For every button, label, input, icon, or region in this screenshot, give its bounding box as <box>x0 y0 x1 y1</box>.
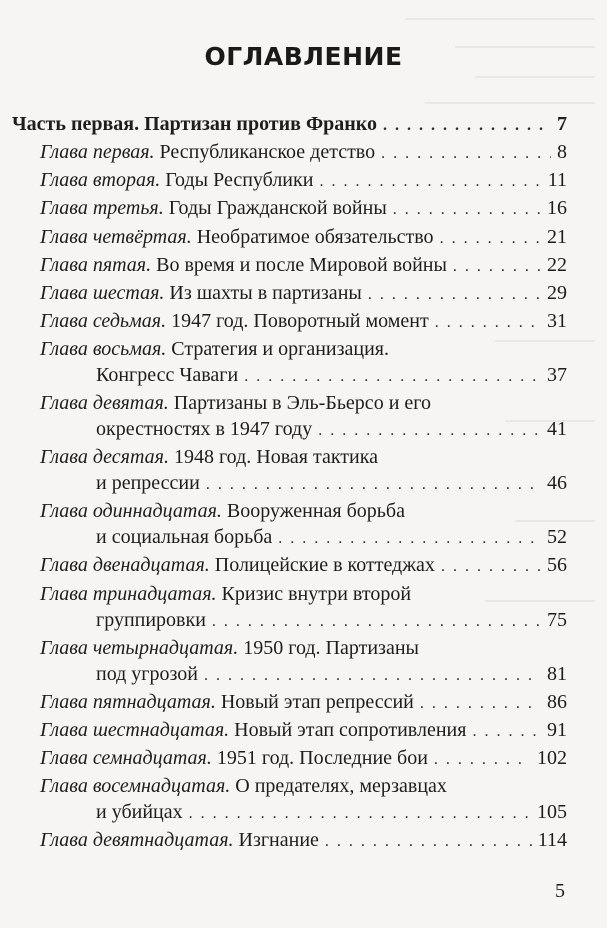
chapter-title: 1948 год. Новая тактика <box>168 446 379 469</box>
toc-chapter-line[interactable] <box>40 337 389 361</box>
toc-chapter-row[interactable] <box>96 363 567 389</box>
chapter-number: Глава пятнадцатая. <box>40 690 216 713</box>
dot-leader <box>383 114 551 138</box>
chapter-page-number: 21 <box>547 225 567 248</box>
toc-chapter-row[interactable] <box>96 662 567 688</box>
chapter-heading <box>40 140 375 164</box>
chapter-page-number: 22 <box>547 253 567 276</box>
toc-chapter-row[interactable] <box>40 281 567 307</box>
chapter-number: Глава девятая. <box>40 392 169 415</box>
chapter-title: 1951 год. Последние бои <box>211 747 428 769</box>
toc-chapter-line[interactable] <box>40 636 419 660</box>
chapter-title: О предателях, мерзавцах <box>230 775 447 798</box>
toc-chapter-row[interactable] <box>40 140 567 166</box>
chapter-number: Глава девятнадцатая. <box>40 829 234 852</box>
toc-chapter-row[interactable] <box>96 471 567 497</box>
chapter-title: 1947 год. Поворотный момент <box>166 310 429 333</box>
chapter-number: Глава шестая. <box>40 282 165 304</box>
chapter-title: Годы Гражданской войны <box>163 197 387 220</box>
chapter-title-continued: Конгресс Чаваги <box>96 364 239 387</box>
chapter-page-number: 105 <box>537 801 567 824</box>
dot-leader <box>278 527 541 551</box>
chapter-number: Глава двенадцатая. <box>40 554 210 577</box>
toc-chapter-row[interactable] <box>40 309 567 335</box>
toc-chapter-row[interactable] <box>96 525 567 551</box>
toc-chapter-row[interactable] <box>40 718 567 744</box>
dot-leader <box>206 473 541 497</box>
chapter-title: Новый этап репрессий <box>215 690 414 713</box>
dot-leader <box>244 365 541 389</box>
chapter-heading <box>40 281 362 305</box>
toc-chapter-row[interactable] <box>40 196 567 222</box>
chapter-title: Вооруженная борьба <box>221 500 405 523</box>
chapter-title-continued: и убийцах <box>96 801 183 824</box>
toc-chapter-row[interactable] <box>40 253 567 279</box>
chapter-page-number: 11 <box>547 169 567 192</box>
chapter-title: Полицейские в коттеджах <box>209 554 435 577</box>
toc-chapter-line[interactable] <box>40 582 411 606</box>
chapter-number: Глава одиннадцатая. <box>40 500 222 523</box>
dot-leader <box>393 198 541 222</box>
toc-chapter-row[interactable] <box>40 828 567 854</box>
toc-chapter-line[interactable] <box>40 391 431 415</box>
chapter-number: Глава тринадцатая. <box>40 582 217 605</box>
chapter-title: Изгнание <box>233 829 319 852</box>
chapter-title: Стратегия и организация. <box>166 338 389 361</box>
toc-chapter-row[interactable] <box>96 417 567 443</box>
chapter-title-continued: окрестностях в 1947 году <box>96 418 313 441</box>
part-page-number: 7 <box>557 113 567 135</box>
chapter-heading <box>40 553 435 577</box>
chapter-page-number: 91 <box>547 718 567 741</box>
chapter-page-number: 56 <box>547 554 567 577</box>
chapter-page-number: 102 <box>537 747 567 769</box>
dot-leader <box>435 311 541 335</box>
chapter-title: Новый этап сопротивления <box>229 718 467 741</box>
toc-chapter-row[interactable] <box>40 168 567 194</box>
chapter-heading <box>40 309 429 333</box>
dot-leader <box>441 555 541 579</box>
chapter-page-number: 86 <box>547 690 567 713</box>
chapter-page-number: 8 <box>557 141 567 163</box>
toc-chapter-line[interactable] <box>40 499 405 523</box>
chapter-title-continued: группировки <box>96 608 206 631</box>
toc-chapter-line[interactable] <box>40 445 378 469</box>
dot-leader <box>453 255 541 279</box>
chapter-number: Глава седьмая. <box>40 310 167 333</box>
dot-leader <box>204 664 541 688</box>
chapter-title: Кризис внутри второй <box>216 582 412 605</box>
chapter-number: Глава первая. <box>40 141 155 163</box>
chapter-number: Глава вторая. <box>40 169 161 192</box>
chapter-page-number: 41 <box>547 418 567 441</box>
chapter-number: Глава шестнадцатая. <box>40 718 230 741</box>
chapter-heading <box>40 196 387 220</box>
toc-chapter-row[interactable] <box>40 553 567 579</box>
chapter-page-number: 31 <box>547 310 567 333</box>
chapter-page-number: 81 <box>547 662 567 685</box>
chapter-heading <box>40 225 434 249</box>
chapter-heading <box>40 828 319 852</box>
chapter-heading <box>40 718 466 742</box>
dot-leader <box>472 720 541 744</box>
chapter-title: 1950 год. Партизаны <box>238 636 419 659</box>
chapter-page-number: 75 <box>547 608 567 631</box>
dot-leader <box>381 142 551 166</box>
dot-leader <box>189 802 531 826</box>
part-label: Часть первая. Партизан против Франко <box>12 113 378 135</box>
dot-leader <box>319 170 541 194</box>
dot-leader <box>325 830 532 854</box>
chapter-page-number: 114 <box>537 829 567 852</box>
chapter-title: Во время и после Мировой войны <box>151 253 447 276</box>
dot-leader <box>440 227 541 251</box>
chapter-heading <box>40 746 428 770</box>
dot-leader <box>318 419 541 443</box>
chapter-number: Глава десятая. <box>40 446 169 469</box>
chapter-number: Глава восемнадцатая. <box>40 775 231 798</box>
chapter-page-number: 52 <box>547 526 567 549</box>
chapter-title: Партизаны в Эль-Бьерсо и его <box>168 392 431 415</box>
dot-leader <box>368 283 541 307</box>
chapter-title-continued: и социальная борьба <box>96 526 273 549</box>
chapter-number: Глава семнадцатая. <box>40 747 212 769</box>
toc-chapter-row[interactable] <box>96 608 567 634</box>
dot-leader <box>212 610 541 634</box>
chapter-page-number: 29 <box>547 282 567 304</box>
chapter-title-continued: под угрозой <box>96 662 198 685</box>
chapter-number: Глава восьмая. <box>40 338 167 361</box>
toc-chapter-row[interactable] <box>96 800 567 826</box>
chapter-number: Глава четвёртая. <box>40 225 192 248</box>
chapter-number: Глава третья. <box>40 197 164 220</box>
page-number: 5 <box>555 880 565 902</box>
chapter-page-number: 37 <box>547 364 567 387</box>
toc-chapter-row[interactable] <box>40 225 567 251</box>
chapter-heading <box>40 168 313 192</box>
toc-part-row[interactable] <box>12 112 567 138</box>
chapter-title: Республиканское детство <box>154 141 376 163</box>
toc-chapter-line[interactable] <box>40 774 447 798</box>
toc-chapter-row[interactable] <box>40 746 567 772</box>
chapter-page-number: 46 <box>547 472 567 495</box>
chapter-heading <box>40 253 447 277</box>
dot-leader <box>434 748 531 772</box>
chapter-title-continued: и репрессии <box>96 472 200 495</box>
chapter-number: Глава пятая. <box>40 253 152 276</box>
chapter-title: Из шахты в партизаны <box>164 282 362 304</box>
toc-chapter-row[interactable] <box>40 690 567 716</box>
chapter-page-number: 16 <box>547 197 567 220</box>
chapter-title: Необратимое обязательство <box>191 225 434 248</box>
page-title: ОГЛАВЛЕНИЕ <box>204 42 403 71</box>
chapter-heading <box>40 690 414 714</box>
chapter-number: Глава четырнадцатая. <box>40 636 239 659</box>
dot-leader <box>420 692 541 716</box>
chapter-title: Годы Республики <box>160 169 314 192</box>
